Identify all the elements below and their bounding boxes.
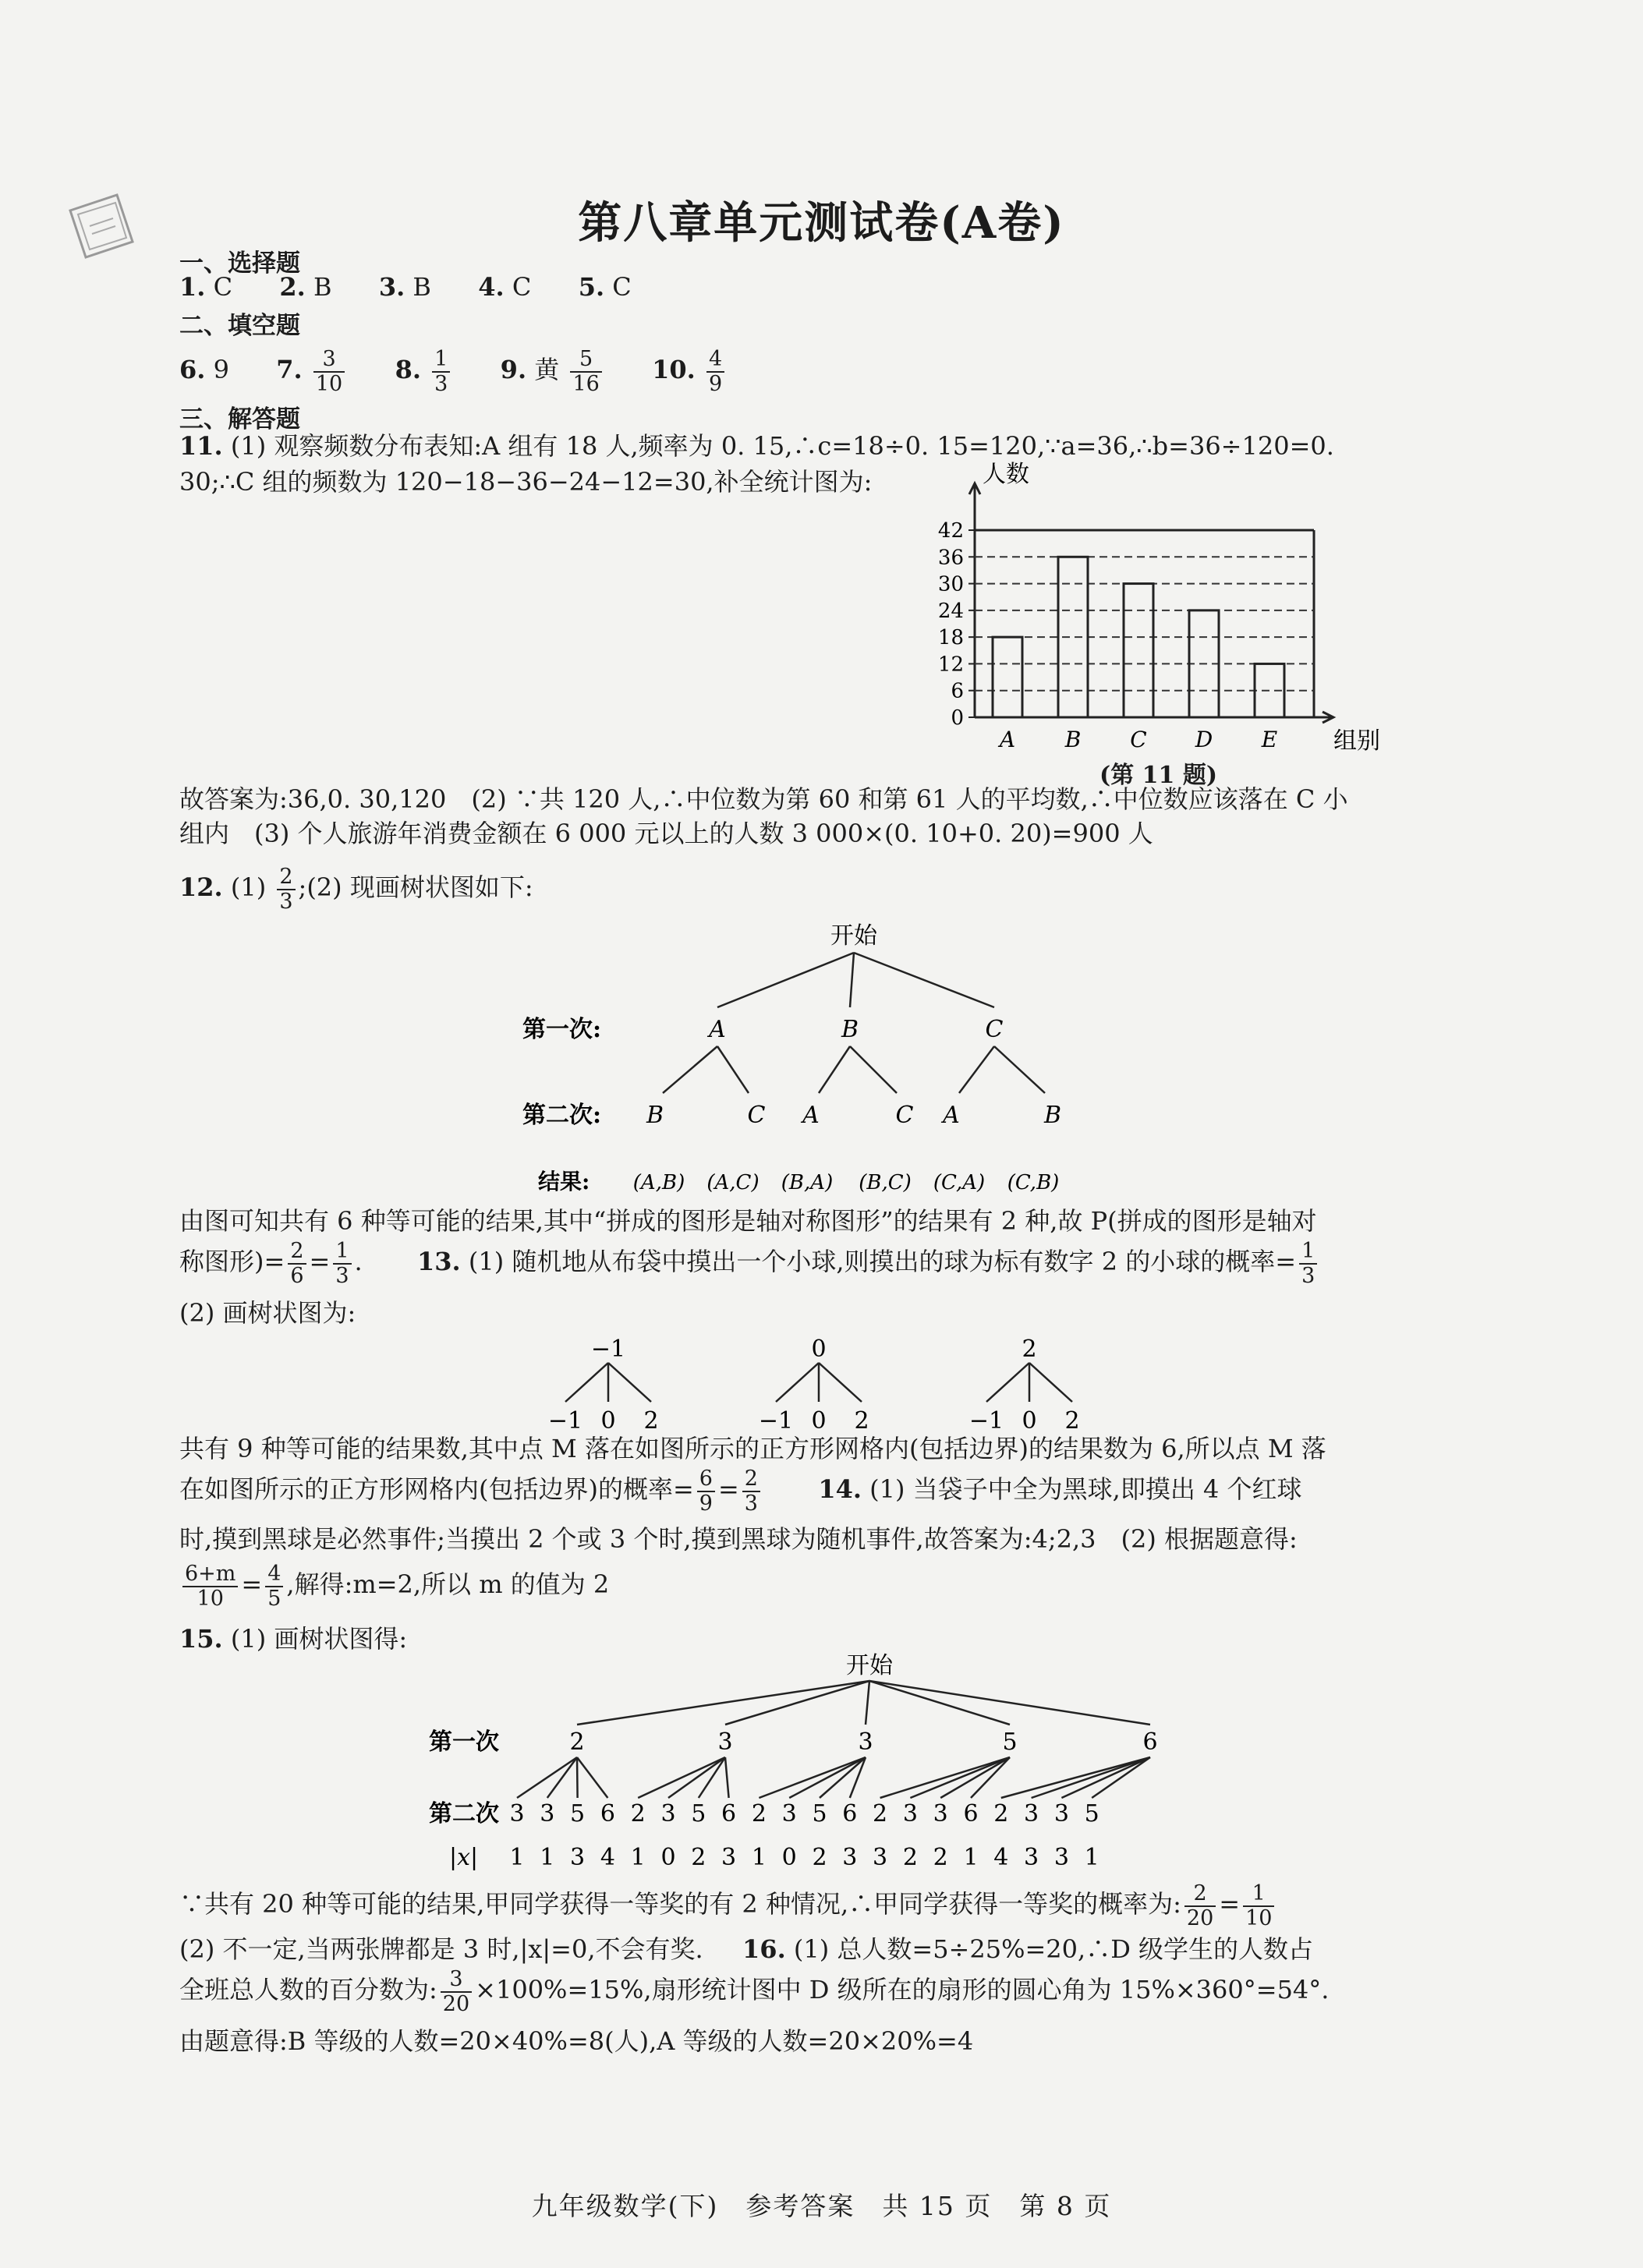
tree-result: (A,B) [632,1171,685,1194]
choice-num: 4. [478,272,505,302]
fill-num: 10. [652,355,696,384]
tree-node-first: 5 [1002,1728,1018,1756]
tree-level-label: 第一次: [522,1016,602,1043]
q16-line2: 全班总人数的百分数为: $\frac{3}{20}$ ×100%=15%,扇形统计图中 D 级所在的扇形的圆心角为 15%×360°=54°. [179,1966,1330,2016]
tree-root: 0 [811,1336,827,1363]
q13-line4: 在如图所示的正方形网格内(包括边界)的概率= $\frac{6}{9}$ = $\frac{2}{3}$ 14. (1) 当袋子中全为黑球,即摸出 4 个红球 [179,1466,1302,1516]
tree-leaf: −1 [968,1407,1004,1435]
choice-answers [179,271,632,303]
x-tick-label: E [1261,727,1278,752]
section-answer: 三、解答题 [179,405,300,433]
q12-line1: 12. (1) $\frac{2}{3}$ ;(2) 现画树状图如下: [179,864,533,914]
q16-line3: 由题意得:B 等级的人数=20×40%=8(人),A 等级的人数=20×20%=4 [179,2026,974,2056]
tree-abs-value: 3 [1024,1844,1039,1871]
tree-abs-value: 1 [963,1844,979,1871]
tree-node-second: 5 [812,1800,827,1827]
tree-branch [994,1046,1045,1093]
tree-level-label: |x| [449,1844,479,1871]
tree-branch [717,1046,749,1093]
tree-result: (B,A) [781,1171,834,1194]
tree-root: −1 [590,1336,626,1363]
q15-line1: 15. (1) 画树状图得: [179,1624,408,1654]
tree-abs-value: 3 [721,1844,737,1871]
tree-root: 2 [1022,1336,1037,1363]
tree-node-second: 3 [660,1800,676,1827]
tree-branch [850,1046,897,1093]
q14-line3: $\frac{6+m}{10}$ = $\frac{4}{5}$ ,解得:m=2,所以 m 的值为 2 [179,1561,609,1611]
tree-node-second: 6 [842,1800,858,1827]
tree-abs-value: 2 [902,1844,918,1871]
tree-abs-value: 1 [509,1844,525,1871]
q12-line2: 由图可知共有 6 种等可能的结果,其中“拼成的图形是轴对称图形”的结果有 2 种,故 P(拼成的图形是轴对 [179,1206,1317,1236]
tree-diagram-q15 [421,1648,1232,1882]
y-tick-label: 30 [937,572,964,596]
tree-node-second: 2 [873,1800,888,1827]
tree-abs-value: 3 [1053,1844,1069,1871]
tree-leaf: 0 [1022,1407,1037,1435]
y-tick-label: 36 [937,546,964,570]
tree-node-second: 2 [993,1800,1009,1827]
tree-node-second: 5 [1084,1800,1099,1827]
tree-branch [725,1681,869,1725]
tree-node-second: 2 [751,1800,767,1827]
tree-branch [940,1757,1010,1798]
y-tick-label: 42 [937,519,964,543]
fill-answers [179,346,728,396]
tree-leaf: 0 [600,1407,616,1435]
x-axis-label: 组别 [1333,727,1380,755]
tree-node-second: 5 [691,1800,706,1827]
y-tick-label: 0 [951,706,964,730]
page-footer: 九年级数学(下) 参考答案 共 15 页 第 8 页 [531,2191,1112,2221]
tree-branch [866,1681,869,1725]
tree-abs-value: 2 [691,1844,706,1871]
tree-leaf: 2 [643,1407,659,1435]
tree-branch [577,1757,607,1798]
choice-num: 1. [179,272,206,302]
tree-root: 开始 [846,1652,893,1679]
tree-leaf: 2 [854,1407,869,1435]
tree-branch [663,1046,717,1093]
bar-A [993,637,1022,717]
fill-ans: 9 [213,355,229,384]
tree-branch [517,1757,577,1798]
tree-branch [577,1757,578,1798]
q13-line3: 共有 9 种等可能的结果数,其中点 M 落在如图所示的正方形网格内(包括边界)的结果数为 6,所以点 M 落 [179,1434,1326,1463]
x-tick-label: B [1064,727,1082,752]
tree-node-second: 3 [1053,1800,1069,1827]
x-tick-label: A [999,727,1016,752]
tree-node-first: 3 [717,1728,733,1756]
tree-branch [759,1757,866,1798]
y-tick-label: 12 [937,653,964,677]
tree-branch [1029,1363,1072,1402]
tree-branch [869,1681,1150,1725]
tree-diagram-q13 [538,1333,1115,1435]
q11-line1: 11. (1) 观察频数分布表知:A 组有 18 人,频率为 0. 15,∴c=18÷0. 15=120,∵a=36,∴b=36÷120=0. [179,431,1334,461]
q11-line3: 故答案为:36,0. 30,120 (2) ∵共 120 人,∴中位数为第 60 和第 61 人的平均数,∴中位数应该落在 C 小 [179,784,1348,814]
tree-node-first: 6 [1142,1728,1158,1756]
page-title: 第八章单元测试卷(A卷) [578,197,1065,249]
tree-node-second: 3 [540,1800,555,1827]
tree-branch [577,1681,869,1725]
tree-leaf: 0 [811,1407,827,1435]
tree-branch [959,1046,994,1093]
tree-node-second: C [895,1102,914,1129]
tree-node-second: 6 [600,1800,615,1827]
tree-node-second: 3 [781,1800,797,1827]
y-axis-label: 人数 [983,461,1029,488]
tree-node-second: 3 [1024,1800,1039,1827]
tree-node-first: 3 [858,1728,873,1756]
tree-abs-value: 0 [660,1844,676,1871]
tree-branch [850,953,854,1007]
tree-result: (A,C) [706,1171,760,1194]
tree-node-second: B [1043,1102,1062,1129]
tree-node-second: A [943,1102,960,1129]
tree-branch [608,1363,651,1402]
tree-branch [819,1363,862,1402]
tree-abs-value: 2 [933,1844,948,1871]
choice-num: 3. [378,272,405,302]
tree-result-label: 结果: [538,1169,590,1194]
tree-node-first: A [709,1016,726,1043]
x-tick-label: C [1130,727,1147,752]
q12-line3: 称图形)= $\frac{2}{6}$ = $\frac{1}{3}$ . 13. (1) 随机地从布袋中摸出一个小球,则摸出的球为标有数字 2 的小球的概率= $\frac{1}{3}$ [179,1238,1320,1288]
tree-branch [668,1757,725,1798]
tree-node-second: 6 [963,1800,979,1827]
fraction: $\frac{3}{10}$ [313,348,345,396]
tree-branch [910,1757,1010,1798]
tree-node-second: 3 [933,1800,948,1827]
choice-ans: B [313,272,332,302]
tree-leaf: −1 [547,1407,583,1435]
choice-ans: C [612,272,632,302]
fraction: $\frac{4}{9}$ [706,348,724,396]
bar-chart [920,460,1419,803]
tree-root: 开始 [830,922,877,950]
tree-branch [1032,1757,1150,1798]
x-tick-label: D [1195,727,1213,752]
choice-ans: C [512,272,532,302]
tree-abs-value: 3 [842,1844,858,1871]
chart-caption: (第 11 题) [1099,762,1218,789]
tree-abs-value: 3 [873,1844,888,1871]
section-choice: 一、选择题 [179,249,300,278]
tree-level-label: 第二次: [522,1102,602,1129]
tree-result: (C,B) [1007,1171,1060,1194]
fraction: $\frac{5}{16}$ [570,348,601,396]
tree-node-first: C [985,1016,1004,1043]
section-fill: 二、填空题 [179,312,300,340]
tree-node-second: 5 [570,1800,586,1827]
tree-abs-value: 1 [540,1844,555,1871]
tree-branch [986,1363,1029,1402]
tree-result: (B,C) [859,1171,912,1194]
tree-abs-value: 1 [751,1844,767,1871]
fraction: $\frac{1}{3}$ [432,348,450,396]
tree-branch [819,1046,850,1093]
tree-branch [869,1681,1010,1725]
y-tick-label: 6 [951,679,964,703]
tree-branch [717,953,854,1007]
tree-abs-value: 2 [812,1844,827,1871]
q15-line3: (2) 不一定,当两张牌都是 3 时,|x|=0,不会有奖. 16. (1) 总人数=5÷25%=20,∴D 级学生的人数占 [179,1934,1314,1964]
tree-node-second: B [646,1102,664,1129]
tree-abs-value: 4 [600,1844,615,1871]
tree-branch [1092,1757,1150,1798]
tree-branch [565,1363,608,1402]
tree-result: (C,A) [933,1171,986,1194]
tree-branch [725,1757,729,1798]
tree-level-label: 第一次 [429,1728,499,1756]
q14-line2: 时,摸到黑球是必然事件;当摸出 2 个或 3 个时,摸到黑球为随机事件,故答案为:4;2,3 (2) 根据题意得: [179,1524,1298,1554]
tree-abs-value: 3 [570,1844,586,1871]
y-tick-label: 24 [937,599,964,623]
tree-node-first: 2 [569,1728,585,1756]
choice-num: 5. [578,272,605,302]
tree-level-label: 第二次 [429,1800,499,1827]
tree-abs-value: 4 [993,1844,1009,1871]
tree-abs-value: 1 [630,1844,646,1871]
fill-num: 6. [179,355,206,384]
tree-node-second: C [747,1102,766,1129]
tree-node-second: 2 [630,1800,646,1827]
tree-leaf: −1 [758,1407,794,1435]
fill-num: 7. [276,355,303,384]
bar-C [1124,584,1153,717]
choice-num: 2. [279,272,306,302]
tree-node-second: 3 [902,1800,918,1827]
tree-diagram-q12 [507,912,1131,1201]
fill-num: 9. [500,355,527,384]
tree-leaf: 2 [1064,1407,1080,1435]
tree-branch [547,1757,577,1798]
choice-ans: B [413,272,431,302]
tree-node-second: 3 [509,1800,525,1827]
y-tick-label: 18 [937,626,964,650]
fill-num: 8. [395,355,421,384]
q13-line2: (2) 画树状图为: [179,1298,356,1328]
tree-branch [776,1363,819,1402]
q11-line2: 30;∴C 组的频数为 120−18−36−24−12=30,补全统计图为: [179,467,873,497]
tree-abs-value: 0 [781,1844,797,1871]
tree-node-second: 6 [721,1800,737,1827]
fill-ans: 黄 [534,355,560,384]
tree-node-second: A [802,1102,820,1129]
q15-line2: ∵共有 20 种等可能的结果,甲同学获得一等奖的有 2 种情况,∴甲同学获得一等奖的概率为: $\frac{2}{20}$ = $\frac{1}{10}$ [179,1881,1277,1930]
tree-node-first: B [841,1016,859,1043]
tree-abs-value: 1 [1084,1844,1099,1871]
tree-branch [854,953,994,1007]
choice-ans: C [213,272,233,302]
q11-line4: 组内 (3) 个人旅游年消费金额在 6 000 元以上的人数 3 000×(0. 10+0. 20)=900 人 [179,819,1153,848]
